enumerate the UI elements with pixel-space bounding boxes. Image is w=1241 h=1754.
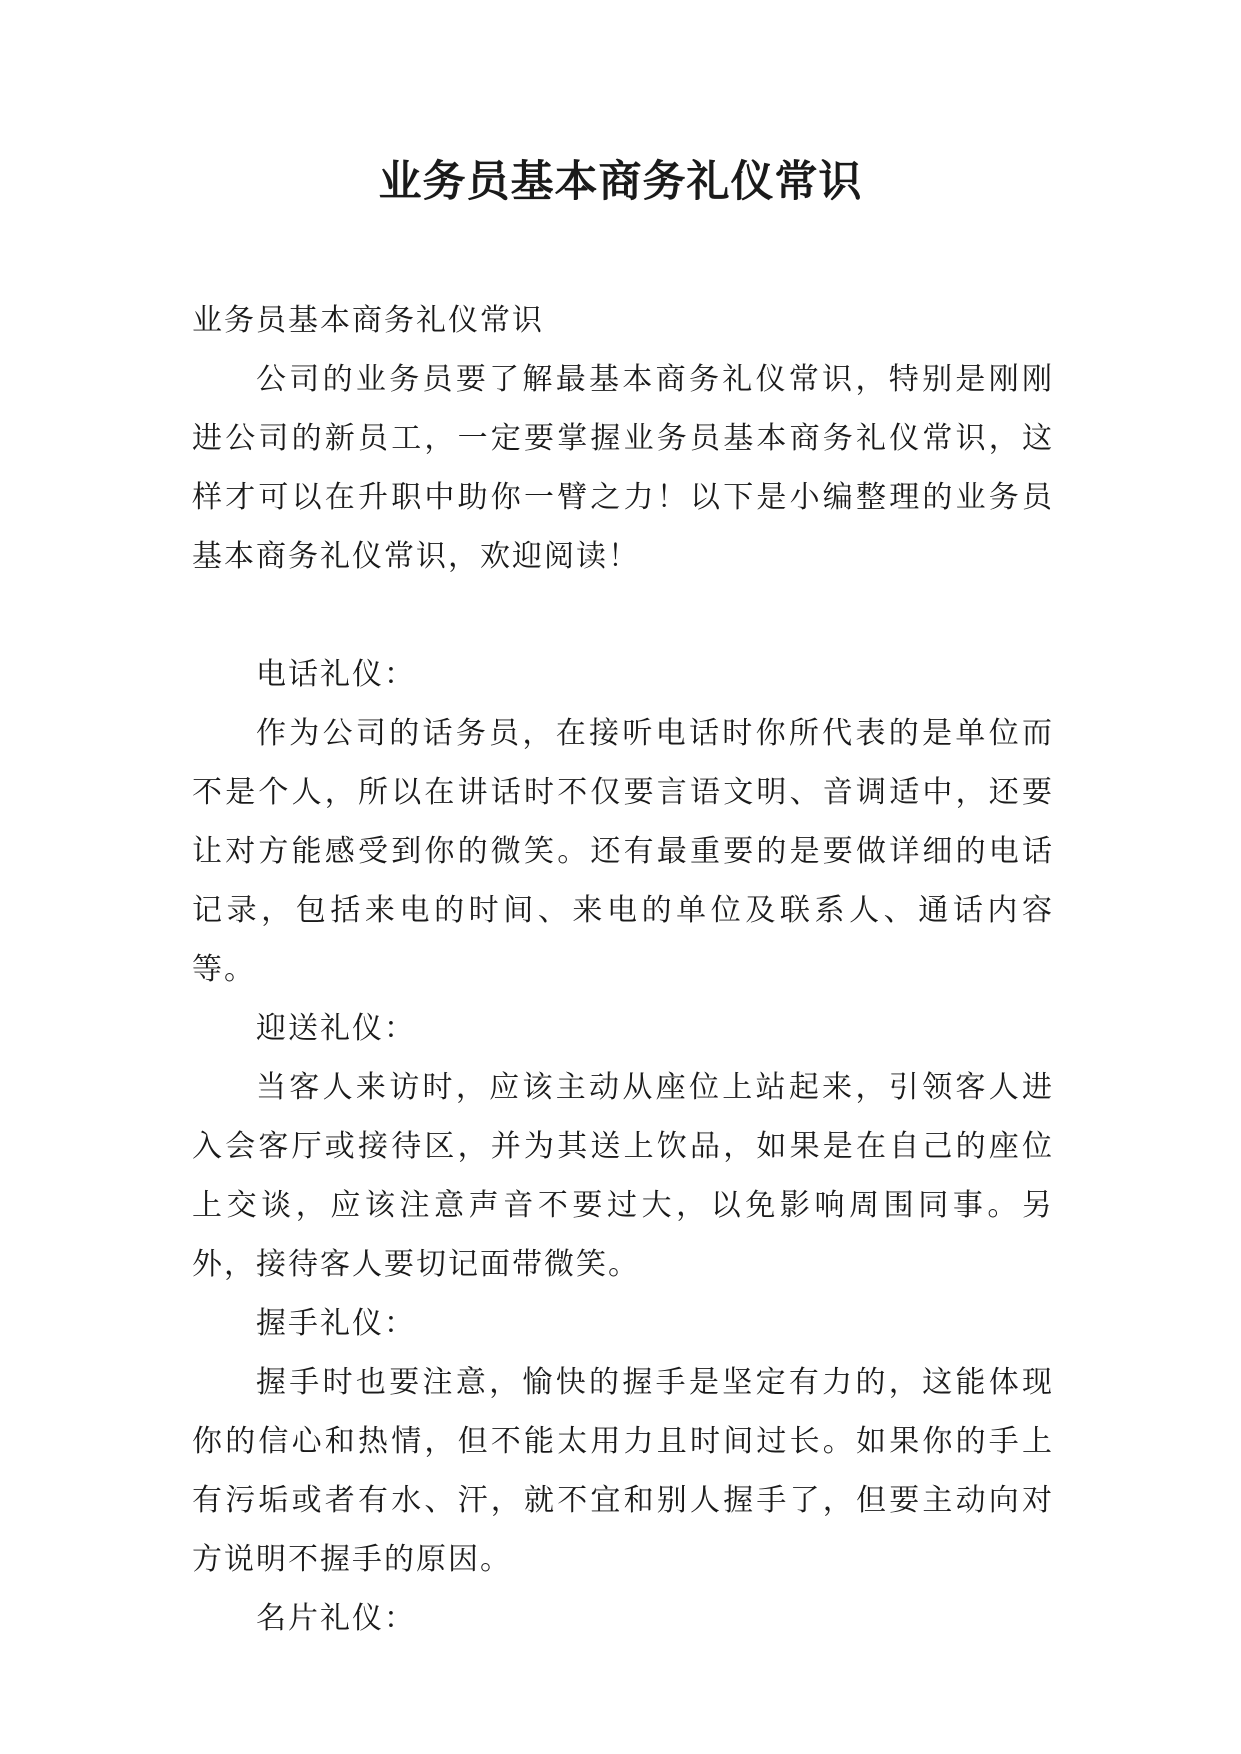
section-heading-handshake: 握手礼仪： (256, 1306, 416, 1341)
section-heading-reception: 迎送礼仪： (256, 1011, 416, 1046)
intro-paragraph: 公司的业务员要了解最基本商务礼仪常识，特别是刚刚进公司的新员工，一定要掌握业务员基本商务礼仪常识，这样才可以在升职中助你一臂之力！以下是小编整理的业务员基本商务礼仪常识，欢迎阅读！ (192, 362, 1054, 574)
section-text-reception: 当客人来访时，应该主动从座位上站起来，引领客人进入会客厅或接待区，并为其送上饮品，如果是在自己的座位上交谈，应该注意声音不要过大，以免影响周围同事。另外，接待客人要切记面带微笑。 (192, 1070, 1054, 1282)
section-text-handshake: 握手时也要注意，愉快的握手是坚定有力的，这能体现你的信心和热情，但不能太用力且时间过长。如果你的手上有污垢或者有水、汗，就不宜和别人握手了，但要主动向对方说明不握手的原因。 (192, 1365, 1054, 1577)
section-heading-business-card: 名片礼仪： (256, 1601, 416, 1636)
document-title: 业务员基本商务礼仪常识 (378, 157, 863, 207)
section-text-phone: 作为公司的话务员，在接听电话时你所代表的是单位而不是个人，所以在讲话时不仅要言语文明、音调适中，还要让对方能感受到你的微笑。还有最重要的是要做详细的电话记录，包括来电的时间、来电的单位及联系人、通话内容等。 (192, 716, 1054, 987)
document-subtitle: 业务员基本商务礼仪常识 (192, 303, 544, 338)
document-body (192, 291, 1054, 1648)
section-heading-phone: 电话礼仪： (256, 657, 416, 692)
